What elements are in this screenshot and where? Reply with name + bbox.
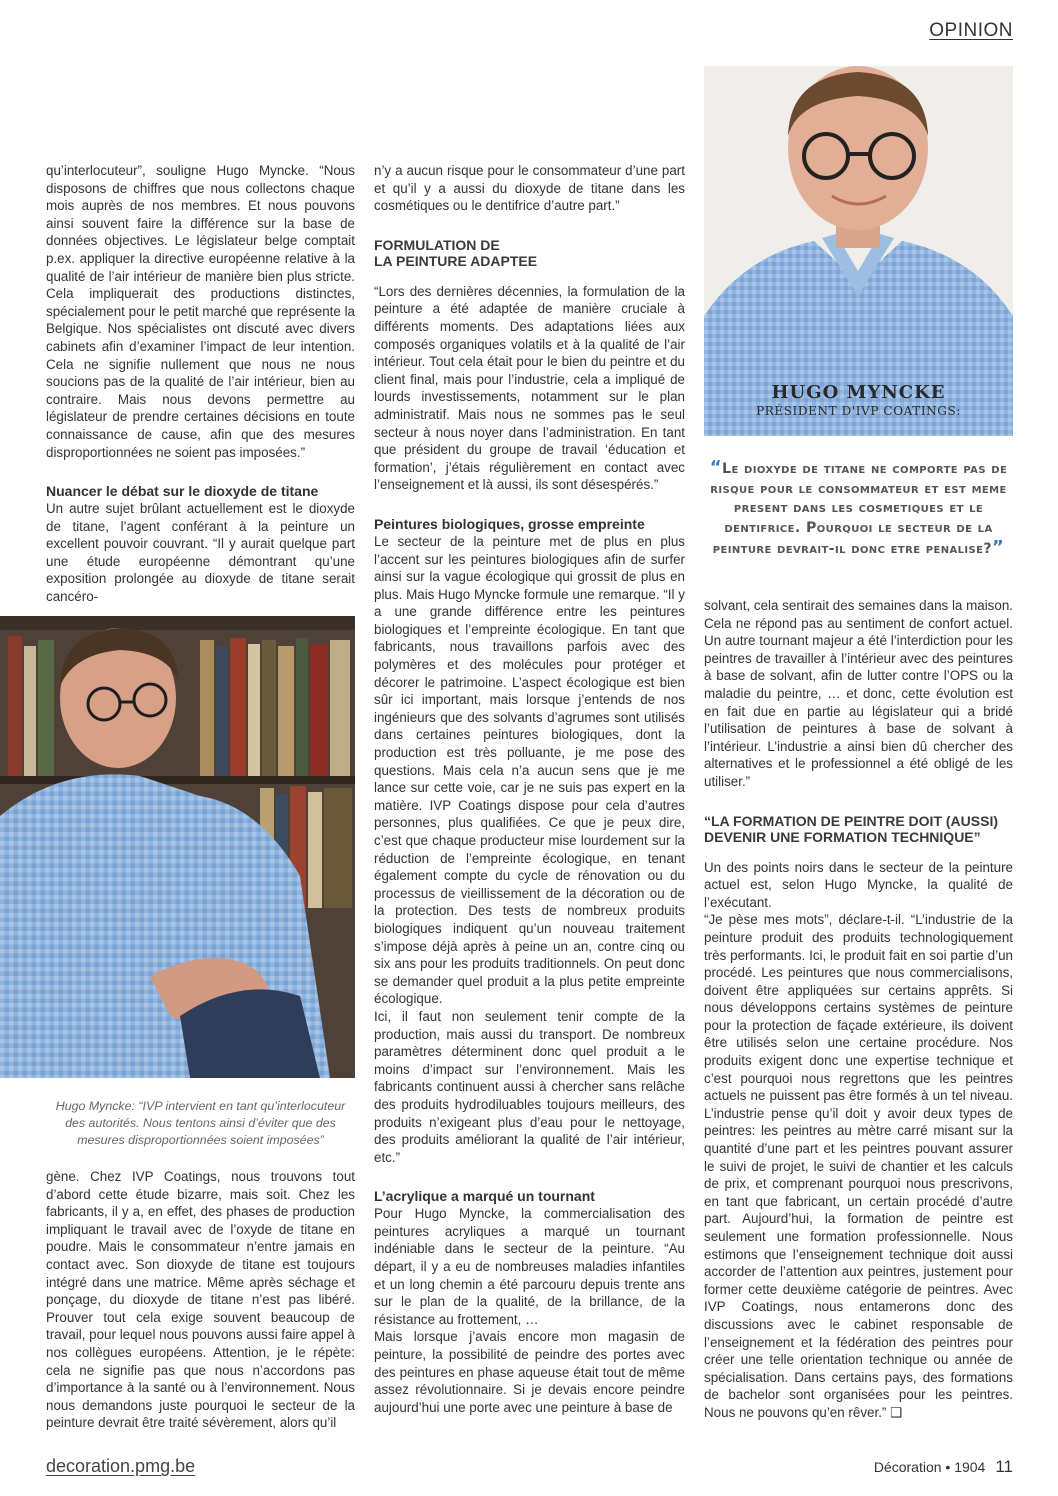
- subheading-line: FORMULATION DE: [374, 236, 500, 253]
- article-paragraph: “Lors des dernières décennies, la formulation de la peinture a été adaptée de manière cruciale à différents moments. Des adaptations liées aux composés organiques volatils et à la qualité de l’air intérieur. Tout cela était pour le bien du peintre et du client final, mais pour l’industrie, cela a impliqué de lourds investissements, notamment sur le plan administratif. Mais nous ne sommes pas le seul secteur à nous noyer dans l’administration. En tant que président du groupe de travail ‘éducation et formation’, j’étais régulièrement en contact avec l’enseignement et là aussi, ils sont désespérés.”: [374, 283, 685, 493]
- subheading-formulation: [374, 237, 685, 269]
- article-column-3: [704, 597, 1013, 1422]
- subheading-titane: Nuancer le débat sur le dioxyde de titane: [46, 483, 319, 500]
- footer-publication: [874, 1457, 1013, 1477]
- article-column-1-top: [46, 162, 355, 606]
- subheading-line: DEVENIR UNE FORMATION TECHNIQUE”: [704, 828, 981, 845]
- article-paragraph: qu’interlocuteur”, souligne Hugo Myncke. “Nous disposons de chiffres que nous collectons chaque mois auprès de nos membres. Et nous pouvons ainsi souvent faire la différence sur la base de données objectives. Le législateur belge comptait p.ex. appliquer la directive européenne relative à la qualité de l’air intérieur de manière bien plus stricte. Cela impliquerait des productions distinctes, spécialement pour le petit marché que représente la Belgique. Nos spécialistes ont discuté avec divers cabinets afin d’examiner l’impact de leur intention. Cela ne signifie nullement que nous ne nous soucions pas de la qualité de l’air intérieur, bien au contraire. Mais nous devons permettre au législateur de prendre certaines décisions en toute connaissance de cause, afin que des mesures disproportionnées ne soient pas imposées.”: [46, 163, 355, 460]
- subheading-line: “LA FORMATION DE PEINTRE DOIT (AUSSI): [704, 812, 998, 829]
- photo-caption-name: HUGO MYNCKE: [771, 382, 946, 403]
- photo-caption: Hugo Myncke: “IVP intervient en tant qu’interlocuteur des autorités. Nous tentons ainsi d’éviter que des mesures disproportionnées soient imposées”: [55, 1099, 346, 1147]
- portrait-illustration: [704, 66, 1013, 436]
- article-paragraph: “Je pèse mes mots”, déclare-t-il. “L’industrie de la peinture produit des produits technologiquement très performants. Ici, le produit fait en soi partie d’un procédé. Les peintures que nous commercialisons, doivent être appliquées sur certains apprêts. Si nous développons certains systèmes de peinture pour la protection de façade extérieure, ils doivent être utilisés selon une certaine procédure. Nos produits exigent donc une expertise technique et c’est pourquoi nous regrettons que les peintres actuels ne puissent pas être formés à un tel niveau. L’industrie pense qu’il doit y avoir deux types de peintres: les peintres au mètre carré misant sur la quantité d’une part et les peintres pouvant assurer le suivi de projet, le suivi de chantier et les calculs de prix, et comprenant pourquoi nous prescrivons, en tant que fabricant, un certain procédé d’autre part. Aujourd’hui, la formation de peintre est seulement une formation professionnelle. Nous estimons que l’enseignement technique doit aussi accorder de l’attention aux peintres, justement pour former cette deuxième catégorie de peintres. Avec IVP Coatings, nous entamerons donc des discussions avec le cabinet responsable de l’enseignement et la fédération des peintres pour créer une telle orientation technique ou année de spécialisation. Dans certains pays, des formations de bachelor sont organisées pour les peintres. Nous ne pouvons qu’en rêver.” ❑: [704, 912, 1013, 1420]
- footer-url-link[interactable]: decoration.pmg.be: [46, 1456, 196, 1476]
- article-paragraph: Mais lorsque j’avais encore mon magasin de peinture, la possibilité de peindre des portes avec des peintures en phase aqueuse était tout de même assez révolutionnaire. Si je devais encore peindre aujourd’hui une porte avec une peinture à base de: [374, 1329, 685, 1415]
- article-paragraph: Un des points noirs dans le secteur de la peinture actuel est, selon Hugo Myncke, la qualité de l’exécutant.: [704, 859, 1013, 910]
- interview-photo: [0, 616, 355, 1078]
- publication-name: Décoration • 1904: [873, 1459, 986, 1475]
- quote-open-mark: “: [709, 457, 723, 478]
- subheading-acrylique: L’acrylique a marqué un tournant: [374, 1188, 595, 1205]
- article-paragraph: Ici, il faut non seulement tenir compte de la production, mais aussi du transport. De nombreux paramètres déterminent donc quel produit a le moins d’impact sur l’environnement. Mais les fabricants continuent aussi à chercher sans relâche des produits hydrodiluables toujours meilleurs, des produits n’exigeant plus d’eau pour le nettoyage, des produits améliorant la qualité de l’air intérieur, etc.”: [374, 1008, 685, 1165]
- article-paragraph: solvant, cela sentirait des semaines dans la maison. Cela ne répond pas au sentiment de confort actuel. Un autre tournant majeur a été l’interdiction pour les peintres de travailler à l’intérieur avec des peintures à base de solvant, afin de lutter contre l’OPS ou la maladie du peintre, … et donc, cette évolution est en fait due en partie au législateur qui a bridé l’utilisation de peintures à base de solvant à l’intérieur. L’industrie a ainsi bien dû chercher des alternatives et le professionnel a été obligé de les utiliser.”: [704, 598, 1013, 789]
- subheading-formation: [704, 813, 1013, 845]
- article-paragraph: n’y a aucun risque pour le consommateur d’une part et qu’il y a aussi du dioxyde de titane dans les cosmétiques ou le dentifrice d’autre part.”: [374, 163, 685, 214]
- photo-caption-title: PRÉSIDENT D'IVP COATINGS:: [756, 404, 961, 418]
- pull-quote-text: Le dioxyde de titane ne comporte pas de risque pour le consommateur et est meme present dans les cosmetiques et le dentifrice. Pourquoi le secteur de la peinture devrait-il donc etre penalise?: [710, 461, 1008, 558]
- article-column-2: [374, 162, 685, 1416]
- article-paragraph: gène. Chez IVP Coatings, nous trouvons tout d’abord cette étude bizarre, mais soit. Chez les fabricants, il y a, en effet, des phases de production impliquant le travail avec de l’oxyde de titane en poudre. Mais le consommateur n’entre jamais en contact avec. Son dioxyde de titane est toujours intégré dans une matrice. Même après séchage et ponçage, du dioxyde de titane n’est pas libéré. Prouver tout cela exige souvent beaucoup de travail, pour lequel nous pouvons aussi faire appel à nos collègues européens. Attention, je le répète: cela ne signifie pas que nous n’accordons pas d’importance à la santé ou à l’environnement. Nous nous demandons juste pourquoi le secteur de la peinture devrait être traité sévèrement, alors qu’il: [46, 1169, 355, 1431]
- article-paragraph: Le secteur de la peinture met de plus en plus l’accent sur les peintures biologiques afin de surfer ainsi sur la vague écologique qui grossit de plus en plus. Mais Hugo Myncke formule une remarque. “Il y a une grande différence entre les peintures biologiques et l’empreinte écologique. En tant que fabricants, nous travaillons parfois avec des polymères et des molécules pour protéger et décorer le patrimoine. L’aspect écologique est bien sûr ici important, mais lorsque j’entends de nos ingénieurs que des solvants d’agrumes sont utilisés dans certaines peintures biologiques, dont la production est très polluante, je me pose des questions. Mais cela n’a aucun sens que je me lance sur cette voie, car je ne suis pas expert en la matière. IVP Coatings dispose pour cela d’autres personnes, plus qualifiées. Ce que je peux dire, c’est que chaque producteur mise lourdement sur la réduction de l’empreinte écologique, en tenant également compte du cycle de rénovation ou du processus de vieillissement de la décoration ou de la protection. Des tests de nombreux produits biologiques indiquent qu’un nouveau traitement s’impose déjà après à peine un an, contre cinq ou six ans pour les produits traditionnels. On peut donc se demander quel produit a la plus petite empreinte écologique.: [374, 533, 685, 1007]
- subheading-line: LA PEINTURE ADAPTEE: [374, 252, 538, 269]
- interview-illustration: [0, 616, 355, 1078]
- quote-close-mark: ”: [992, 537, 1005, 559]
- section-label: OPINION: [929, 20, 1013, 41]
- pull-quote: [704, 458, 1013, 560]
- page-number: 11: [995, 1457, 1013, 1476]
- portrait-photo: [704, 66, 1013, 436]
- subheading-bio: Peintures biologiques, grosse empreinte: [374, 515, 645, 532]
- article-column-1-bottom: [46, 1168, 355, 1432]
- article-paragraph: Pour Hugo Myncke, la commercialisation des peintures acryliques a marqué un tournant indéniable dans le secteur de la peinture. “Au départ, il y a eu de nombreuses maladies infantiles et un long chemin a été parcouru depuis trente ans sur le plan de la qualité, de la brillance, de la résistance au frottement, …: [374, 1206, 685, 1327]
- article-paragraph: Un autre sujet brûlant actuellement est le dioxyde de titane, l’agent conférant à la peinture un excellent pouvoir couvrant. “Il y aurait quelque part une étude européenne démontrant qu’une exposition prolongée au dioxyde de titane serait cancéro-: [46, 501, 355, 605]
